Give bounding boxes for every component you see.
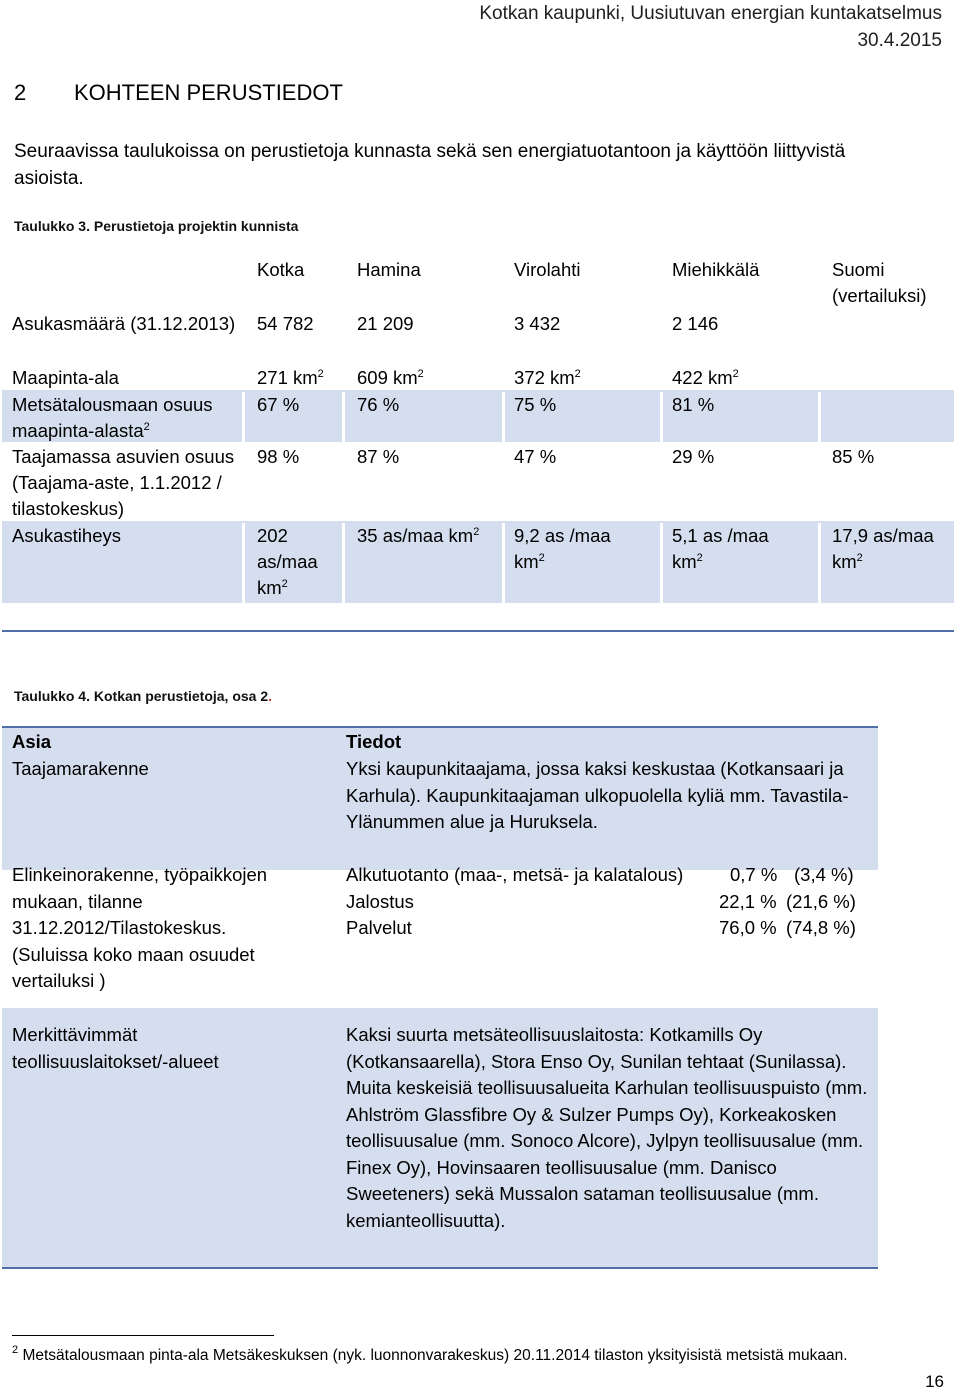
footnote-rule	[12, 1335, 274, 1336]
table3-header-row	[2, 254, 954, 309]
table-row	[2, 1008, 878, 1267]
cell: 609 $km^2$	[357, 367, 424, 388]
cell: 21 209	[357, 313, 414, 334]
page-number: 16	[925, 1372, 944, 1391]
section-heading	[14, 80, 343, 106]
row-label: Merkittävimmät teollisuuslaitokset/-alueet	[12, 1024, 219, 1072]
row-label: Maapinta-ala	[12, 367, 119, 388]
table4-caption: Taulukko 4. Kotkan perustietoja, osa 2.	[14, 688, 273, 704]
row-label: Asukastiheys	[12, 525, 121, 546]
cell: 47 %	[514, 446, 557, 467]
footnote-mark: 2	[12, 1344, 19, 1356]
cell: 5,1 as /maa $km^2$	[672, 525, 769, 572]
table4-bottom-rule	[2, 1267, 878, 1269]
row-label: Taajamarakenne	[12, 758, 149, 779]
row-value	[346, 862, 866, 942]
table-row	[2, 363, 954, 390]
table3-caption: Taulukko 3. Perustietoja projektin kunnista	[14, 218, 299, 234]
cell: 372 $km^2$	[514, 367, 581, 388]
cell: 202 as/maa $km^2$	[257, 525, 318, 598]
row-label: Metsätalousmaan osuus maapinta-alasta$^2$	[12, 394, 213, 441]
running-header-date: 30.4.2015	[857, 30, 942, 51]
table3	[2, 254, 954, 603]
col-header-virolahti: Virolahti	[514, 259, 581, 280]
cell: 422 $km^2$	[672, 367, 739, 388]
table-row	[2, 309, 954, 363]
section-title: KOHTEEN PERUSTIEDOT	[74, 80, 343, 105]
col-header-suomi: Suomi (vertailuksi)	[832, 259, 927, 306]
row-label: Asukasmäärä (31.12.2013)	[12, 313, 236, 334]
intro-paragraph: Seuraavissa taulukoissa on perustietoja kunnasta sekä sen energiatuotantoon ja käyttöön liittyvistä asioista.	[14, 141, 846, 189]
cell: 85 %	[832, 446, 875, 467]
table-row	[2, 390, 954, 442]
row-value: Kaksi suurta metsäteollisuuslaitosta: Kotkamills Oy (Kotkansaarella), Stora Enso Oy, Sunilan tehtaat (Sunilassa). Muita keskeisiä teollisuusalueita Karhulan teollisuuspuisto (mm. Ahlström Glassfibre Oy & Sulzer Pumps Oy), Korkeakosken teollisuusalue (mm. Sonoco Alcore), Jylpyn teollisuusalue (mm. Finex Oy), Hovinsaaren teollisuusalue (mm. Danisco Sweeteners) sekä Mussalon sataman teollisuusalue (mm. kemianteollisuutta).	[346, 1024, 868, 1231]
cell: 87 %	[357, 446, 400, 467]
table4-header-tiedot: Tiedot	[346, 731, 402, 752]
cell: 2 146	[672, 313, 719, 334]
table-row	[2, 521, 954, 603]
cell: 29 %	[672, 446, 715, 467]
col-header-kotka: Kotka	[257, 259, 305, 280]
cell: 67 %	[257, 394, 300, 415]
cell: 98 %	[257, 446, 300, 467]
cell: 81 %	[672, 394, 715, 415]
cell: 75 %	[514, 394, 557, 415]
cell: 271 $km^2$	[257, 367, 324, 388]
stat-row: Palvelut 76,0 % (74,8 %)	[346, 917, 856, 938]
cell: 76 %	[357, 394, 400, 415]
footnote	[12, 1344, 848, 1365]
cell: 54 782	[257, 313, 314, 334]
cell: 9,2 as /maa $km^2$	[514, 525, 611, 572]
section-number: 2	[14, 80, 27, 105]
table-row	[2, 862, 878, 1012]
table-row	[2, 442, 954, 521]
cell: 3 432	[514, 313, 561, 334]
stat-row: Alkutuotanto (maa-, metsä- ja kalatalous) 0,7 % (3,4 %)	[346, 864, 854, 885]
cell: 17,9 as/maa $km^2$	[832, 525, 934, 572]
cell: 35 as/maa $km^2$	[357, 525, 480, 546]
col-header-hamina: Hamina	[357, 259, 421, 280]
row-label: Taajamassa asuvien osuus (Taajama-aste, 1.1.2012 / tilastokeskus)	[12, 446, 235, 519]
footnote-text: Metsätalousmaan pinta-ala Metsäkeskuksen (nyk. luonnonvarakeskus) 20.11.2014 tilaston yksityisistä metsistä mukaan.	[22, 1347, 848, 1364]
stat-row: Jalostus 22,1 % (21,6 %)	[346, 890, 856, 912]
col-header-miehikkala: Miehikkälä	[672, 259, 760, 280]
table4-header-asia: Asia	[12, 731, 52, 752]
table-row	[2, 728, 878, 870]
running-header-title: Kotkan kaupunki, Uusiutuvan energian kuntakatselmus	[479, 3, 942, 24]
row-value: Yksi kaupunkitaajama, jossa kaksi keskustaa (Kotkansaari ja Karhula). Kaupunkitaajaman ulkopuolella kyliä mm. Tavastila-Ylänummen alue ja Huruksela.	[346, 758, 849, 832]
row-label: Elinkeinorakenne, työpaikkojen mukaan, tilanne 31.12.2012/Tilastokeskus. (Suluissa koko maan osuudet vertailuksi )	[12, 864, 268, 991]
table3-bottom-rule	[2, 630, 954, 632]
